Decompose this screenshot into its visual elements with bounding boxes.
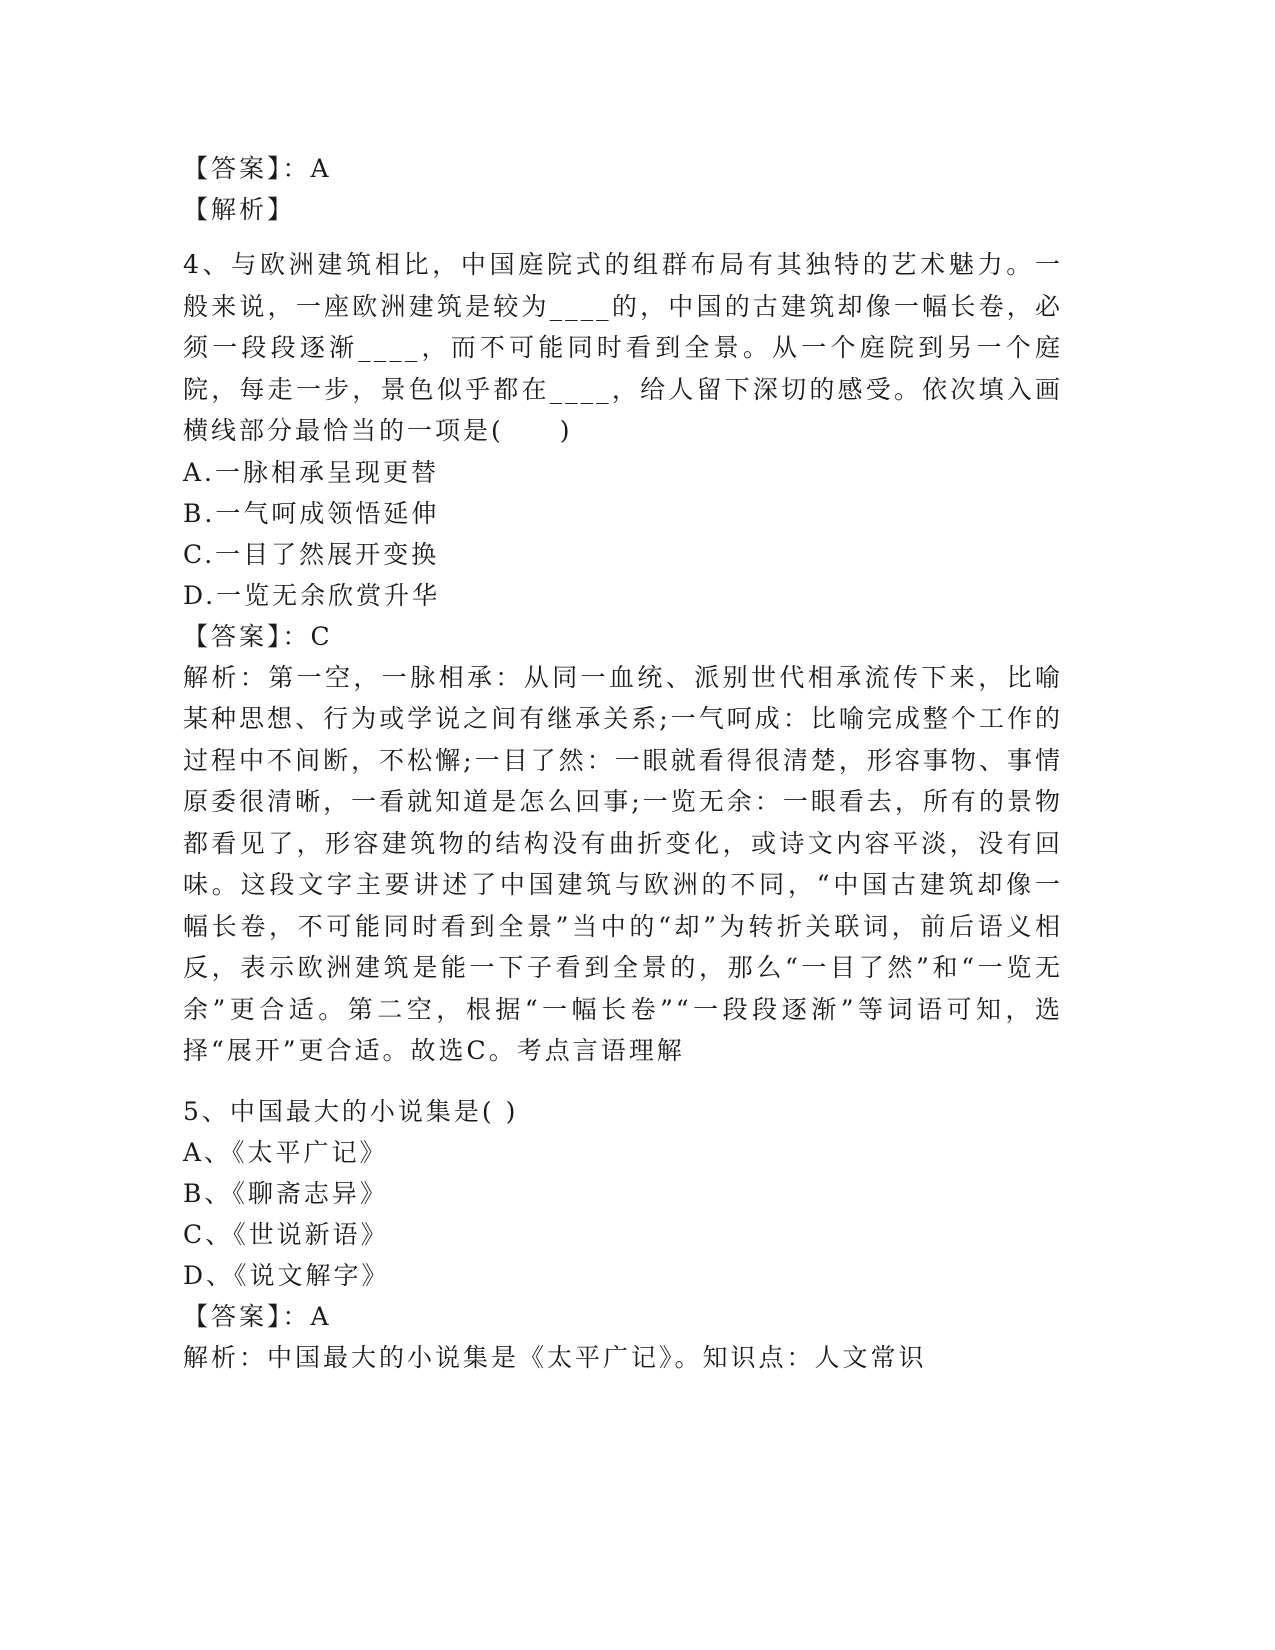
q5-answer: 【答案】：A (183, 1301, 332, 1331)
q4-option-a: A.一脉相承呈现更替 (183, 457, 440, 487)
page-content (183, 148, 1063, 1378)
q4-option-d: D.一览无余欣赏升华 (183, 580, 441, 610)
q5-option-d: D、《说文解字》 (183, 1260, 390, 1290)
q4-answer: 【答案】：C (183, 621, 333, 651)
q5-option-a: A、《太平广记》 (183, 1137, 388, 1167)
q3-answer: 【答案】：A (183, 154, 332, 183)
q4-option-b: B.一气呵成领悟延伸 (183, 498, 440, 528)
q4-analysis: 解析：第一空，一脉相承：从同一血统、派别世代相承流传下来，比喻某种思想、行为或学说之间有继承关系;一气呵成：比喻完成整个工作的过程中不间断，不松懈;一目了然：一眼就看得很清楚，形容事物、事情原委很清晰，一看就知道是怎么回事;一览无余：一眼看去，所有的景物都看见了，形容建筑物的结构没有曲折变化，或诗文内容平淡，没有回味。这段文字主要讲述了中国建筑与欧洲的不同，“中国古建筑却像一幅长卷，不可能同时看到全景”当中的“却”为转折关联词，前后语义相反，表示欧洲建筑是能一下子看到全景的，那么“一目了然”和“一览无余”更合适。第二空，根据“一幅长卷”“一段段逐渐”等词语可知，选择“展开”更合适。故选C。考点言语理解 (183, 662, 1063, 1065)
q4-stem: 4、与欧洲建筑相比，中国庭院式的组群布局有其独特的艺术魅力。一般来说，一座欧洲建筑是较为____的，中国的古建筑却像一幅长卷，必须一段段逐渐____，而不可能同时看到全景。从一个庭院到另一个庭院，每走一步，景色似乎都在____，给人留下深切的感受。依次填入画横线部分最恰当的一项是( ) (183, 250, 1063, 445)
q5-option-b: B、《聊斋志异》 (183, 1178, 388, 1208)
q4-option-c: C.一目了然展开变换 (183, 539, 440, 569)
q5-stem: 5、中国最大的小说集是( ) (183, 1096, 519, 1126)
q5-analysis: 解析：中国最大的小说集是《太平广记》。知识点：人文常识 (183, 1342, 927, 1372)
q3-analysis-label: 【解析】 (183, 195, 296, 224)
q5-option-c: C、《世说新语》 (183, 1219, 389, 1249)
